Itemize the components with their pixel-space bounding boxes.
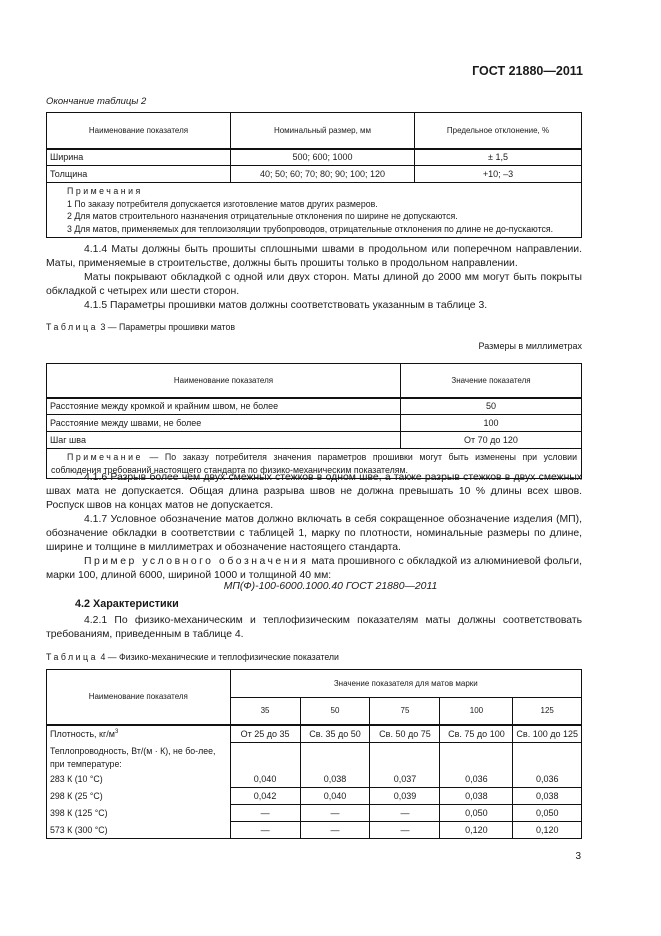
conductivity-label: Теплопроводность, Вт/(м · К), не бо-лее, при температуре: [47, 743, 231, 771]
cell: 0,038 [440, 788, 513, 805]
table-row [47, 432, 582, 449]
grade-75: 75 [370, 698, 440, 725]
col-header-value: Значение показателя [401, 364, 582, 398]
para-4-1-7: 4.1.7 Условное обозначение матов должно включать в себя сокращенное обозначение изделия (МП), обозначение обкладки в соответствии с таблицей 1, марку по плотности, номинальные размеры по длине, ширине и толщине в миллиметрах и обозначение настоящего стандарта. [46, 514, 582, 553]
cell: 40; 50; 60; 70; 80; 90; 100; 120 [231, 166, 415, 183]
cell: Св. 100 до 125 [513, 725, 582, 743]
cell: Св. 50 до 75 [370, 725, 440, 743]
temp-label: 573 К (300 °С) [47, 822, 231, 839]
cell: Св. 35 до 50 [300, 725, 370, 743]
section-4-2-1 [46, 614, 582, 642]
cell: Расстояние между кромкой и крайним швом, не более [47, 398, 401, 415]
temp-label: 298 К (25 °С) [47, 788, 231, 805]
col-header-deviation: Предельное отклонение, % [415, 113, 582, 149]
cell [230, 743, 300, 771]
caption-text: 4 — Физико-механические и теплофизические показатели [100, 652, 339, 662]
temp-label: 398 К (125 °С) [47, 805, 231, 822]
col-header-group: Значение показателя для матов марки [230, 670, 581, 698]
cell: Толщина [47, 166, 231, 183]
table-row [47, 805, 582, 822]
cell: 50 [401, 398, 582, 415]
cell: 0,050 [440, 805, 513, 822]
note-label: Примечание [67, 452, 143, 462]
page-number: 3 [575, 851, 581, 862]
table3-caption [46, 322, 235, 332]
para-4-1-4: 4.1.4 Маты должны быть прошиты сплошными швами в продольном или поперечном направлении. Маты, применяемые в строительстве, должны быть прошиты только в продольном направлении. [46, 244, 582, 269]
table-2 [46, 112, 582, 238]
para-4-1-4-cover: Маты покрывают обкладкой с одной или двух сторон. Маты длиной до 2000 мм могут быть покрыты обкладкой с четырех или шести сторон. [46, 272, 582, 297]
table3-units: Размеры в миллиметрах [478, 341, 582, 351]
note-1: 1 По заказу потребителя допускается изготовление матов других размеров. [67, 198, 378, 209]
cell [440, 743, 513, 771]
table-row [47, 398, 582, 415]
temp-label: 283 К (10 °С) [47, 771, 231, 788]
cell: 500; 600; 1000 [231, 149, 415, 166]
cell: 0,039 [370, 788, 440, 805]
col-header-name: Наименование показателя [47, 670, 231, 725]
cell: 0,037 [370, 771, 440, 788]
para-4-2-1: 4.2.1 По физико-механическим и теплофизическим показателям маты должны соответствовать требованиям, приведенным в таблице 4. [46, 615, 582, 640]
table-4 [46, 669, 582, 839]
section-4-2-heading: 4.2 Характеристики [75, 598, 179, 610]
caption-prefix: Таблица [46, 322, 98, 332]
col-header-name: Наименование показателя [47, 364, 401, 398]
grade-35: 35 [230, 698, 300, 725]
table2-notes [47, 183, 582, 238]
cell: От 25 до 35 [230, 725, 300, 743]
para-example [46, 555, 582, 583]
table-row [47, 788, 582, 805]
section-4-1-4 [46, 243, 582, 313]
table-row [47, 822, 582, 839]
table2-continuation-caption: Окончание таблицы 2 [46, 96, 147, 107]
cell: — [300, 822, 370, 839]
cell: 0,038 [300, 771, 370, 788]
table-3 [46, 363, 582, 479]
table4-caption [46, 652, 339, 662]
cell: Св. 75 до 100 [440, 725, 513, 743]
caption-text: 3 — Параметры прошивки матов [100, 322, 236, 332]
cell [513, 743, 582, 771]
para-4-1-5: 4.1.5 Параметры прошивки матов должны соответствовать указанным в таблице 3. [84, 300, 488, 311]
cell: 0,036 [440, 771, 513, 788]
cell: — [370, 822, 440, 839]
cell: Расстояние между швами, не более [47, 415, 401, 432]
table-row [47, 149, 582, 166]
cell: — [300, 805, 370, 822]
grade-50: 50 [300, 698, 370, 725]
note-text: — По заказу потребителя значения параметров прошивки могут быть изменены при условии соблюдения требований настоящего стандарта по физико-механическим показателям. [51, 452, 577, 475]
cell [370, 743, 440, 771]
cell: +10; –3 [415, 166, 582, 183]
example-label: Пример условного обозначения [84, 556, 309, 567]
table-row-conductivity-header [47, 743, 582, 771]
label-text: Плотность, кг/м [50, 729, 115, 739]
section-4-1-6-7 [46, 471, 582, 583]
cell: 100 [401, 415, 582, 432]
col-header-nominal: Номинальный размер, мм [231, 113, 415, 149]
cell: 0,038 [513, 788, 582, 805]
grade-100: 100 [440, 698, 513, 725]
note-3: 3 Для матов, применяемых для теплоизоляции трубопроводов, отрицательные отклонения по длине не до-пускаются. [67, 223, 554, 234]
cell: 0,036 [513, 771, 582, 788]
cell: Шаг шва [47, 432, 401, 449]
cell: Ширина [47, 149, 231, 166]
table-row [47, 415, 582, 432]
cell [300, 743, 370, 771]
superscript: 3 [114, 729, 119, 735]
notes-title: Примечания [67, 186, 143, 196]
cell: 0,120 [440, 822, 513, 839]
cell: От 70 до 120 [401, 432, 582, 449]
grade-125: 125 [513, 698, 582, 725]
table-row [47, 771, 582, 788]
note-2: 2 Для матов строительного назначения отрицательные отклонения по ширине не допускаются. [67, 211, 458, 222]
cell: ± 1,5 [415, 149, 582, 166]
density-label [47, 725, 231, 743]
cell: 0,050 [513, 805, 582, 822]
cell: 0,120 [513, 822, 582, 839]
para-4-1-6: 4.1.6 Разрыв более чем двух смежных стежков в одном шве, а также разрыв стежков в двух смежных швах мата не допускается. Общая длина разрыва швов не должна превышать 10 % длины всех швов. Роспуск швов на концах матов не допускается. [46, 472, 582, 511]
cell: 0,040 [230, 771, 300, 788]
cell: — [370, 805, 440, 822]
designation-formula: МП(Ф)-100-6000.1000.40 ГОСТ 21880—2011 [223, 581, 438, 592]
example-text: мата прошивного с обкладкой из алюминиевой фольги, марки 100, длиной 6000, шириной 1000 и толщиной 40 мм: [46, 556, 582, 581]
caption-prefix: Таблица [46, 652, 98, 662]
cell: — [230, 822, 300, 839]
cell: 0,040 [300, 788, 370, 805]
cell: 0,042 [230, 788, 300, 805]
table-row [47, 166, 582, 183]
table-row-density [47, 725, 582, 743]
standard-code: ГОСТ 21880—2011 [472, 64, 583, 78]
cell: — [230, 805, 300, 822]
col-header-name: Наименование показателя [47, 113, 231, 149]
